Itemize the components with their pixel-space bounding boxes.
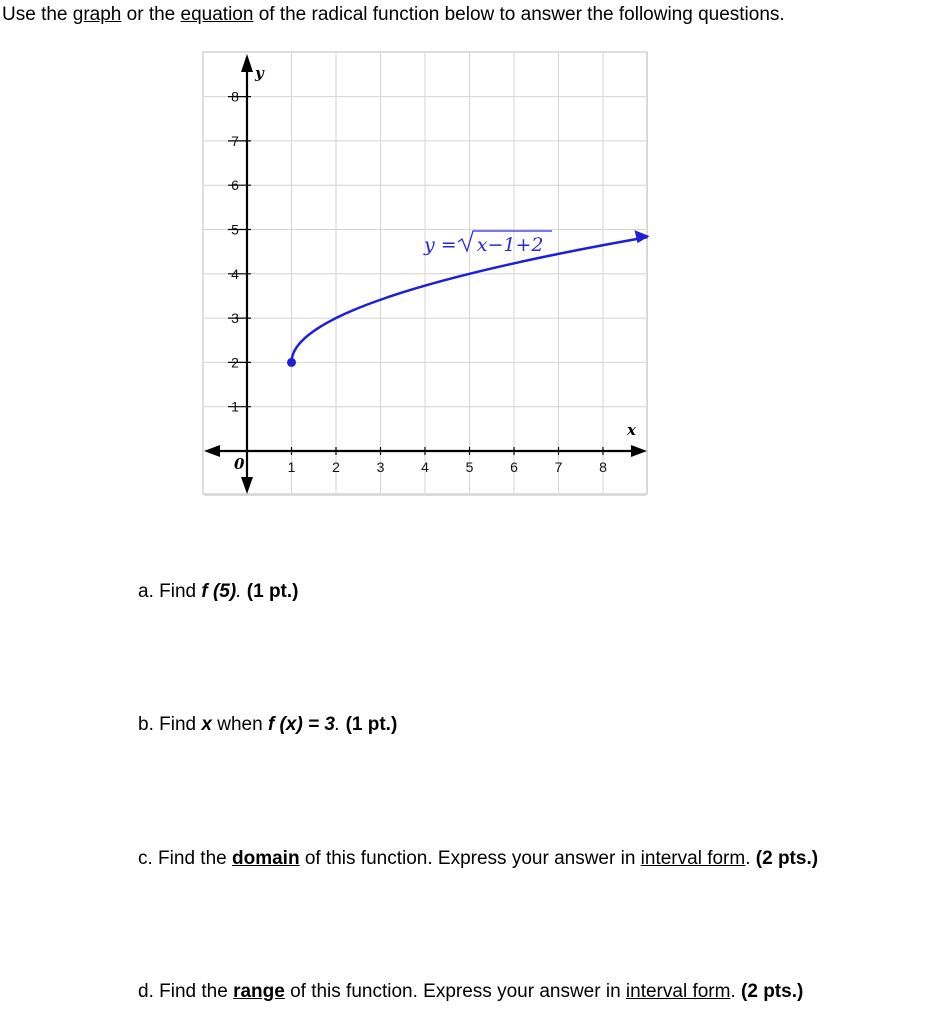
question-points: (1 pt.) xyxy=(345,714,398,735)
y-tick-label: 5 xyxy=(231,221,239,238)
instructions xyxy=(2,4,785,26)
question-points: (1 pt.) xyxy=(246,581,299,602)
question-text: . xyxy=(335,714,346,735)
question-text: c. Find the xyxy=(138,848,232,869)
question-text: . xyxy=(745,848,756,869)
equation-label xyxy=(423,234,543,256)
question-a xyxy=(138,581,298,603)
x-tick-label: 1 xyxy=(287,459,296,475)
y-axis-label: y xyxy=(255,64,264,82)
question-function: f (5) xyxy=(201,581,237,602)
equation-label-eq: = xyxy=(434,234,463,256)
question-form: interval form xyxy=(625,981,731,1002)
x-tick-label: 3 xyxy=(376,459,385,475)
question-text: b. Find xyxy=(138,714,202,735)
question-c xyxy=(138,848,818,870)
y-tick-label: 1 xyxy=(231,398,239,415)
question-text: of this function. Express your answer in xyxy=(299,848,641,869)
intro-text: of the radical function below to answer the following questions. xyxy=(253,4,785,25)
question-points: (2 pts.) xyxy=(741,981,804,1002)
question-b xyxy=(138,714,397,736)
graph-word: graph xyxy=(72,4,122,25)
question-d xyxy=(138,981,803,1003)
x-tick-label: 5 xyxy=(465,459,474,475)
question-keyword: range xyxy=(233,981,285,1002)
x-tick-label: 2 xyxy=(332,459,340,475)
question-points: (2 pts.) xyxy=(755,848,819,869)
y-tick-label: 8 xyxy=(231,88,239,105)
x-tick-label: 8 xyxy=(599,459,607,475)
question-form: interval form xyxy=(640,848,746,869)
origin-label: 0 xyxy=(234,455,245,473)
question-function: f (x) = 3 xyxy=(267,714,335,735)
x-tick-label: 6 xyxy=(510,459,518,475)
equation-label-radical: x−1+2 xyxy=(476,234,544,256)
y-tick-label: 7 xyxy=(231,132,239,149)
x-tick-label: 7 xyxy=(554,459,563,475)
question-text: a. Find xyxy=(138,581,202,602)
y-tick-label: 4 xyxy=(231,265,239,282)
x-axis-label: x xyxy=(627,421,636,439)
question-text: d. Find the xyxy=(138,981,234,1002)
y-tick-label: 6 xyxy=(231,177,239,194)
x-tick-label: 4 xyxy=(421,459,429,475)
question-text: of this function. Express your answer in xyxy=(284,981,626,1002)
question-keyword: domain xyxy=(232,848,300,869)
equation-word: equation xyxy=(180,4,254,25)
intro-text: Use the xyxy=(2,4,73,25)
intro-text: or the xyxy=(121,4,181,25)
equation-label-y: y xyxy=(424,234,435,256)
y-tick-label: 3 xyxy=(231,310,239,327)
question-text: . xyxy=(236,581,247,602)
start-point xyxy=(287,358,296,367)
question-variable: x xyxy=(201,714,212,735)
question-text: . xyxy=(730,981,742,1002)
question-text: when xyxy=(211,714,268,735)
y-tick-label: 2 xyxy=(231,354,239,371)
radical-function-graph xyxy=(200,50,650,498)
